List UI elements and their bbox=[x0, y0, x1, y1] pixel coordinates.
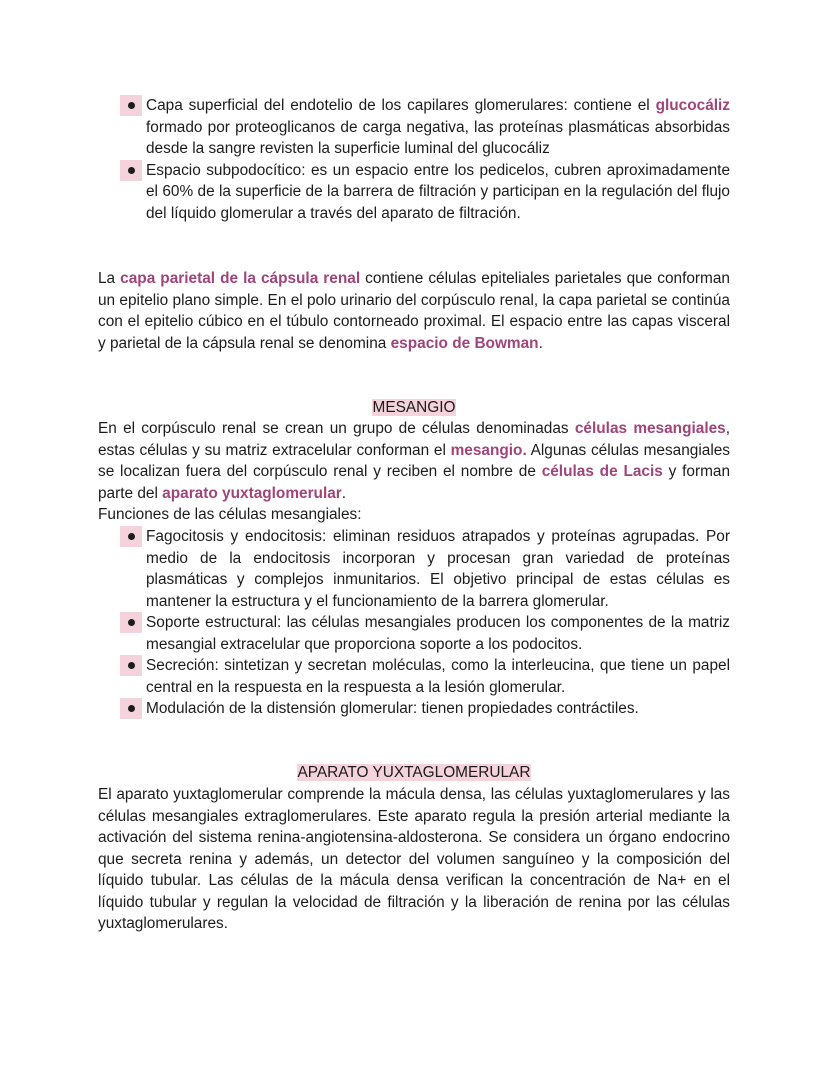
aparato-paragraph: El aparato yuxtaglomerular comprende la mácula densa, las células yuxtaglomerulares y las células mesangiales extraglomerulares. Este aparato regula la presión arterial mediante la activación del sistema renina-angiotensina-aldosterona. Se considera un órgano endocrino que secreta renina y además, un detector del volumen sanguíneo y la composición del líquido tubular. Las células de la mácula densa verifican la concentración de Na+ en el líquido tubular y regulan la velocidad de filtración y la liberación de renina por las células yuxtaglomerulares. bbox=[98, 786, 730, 932]
list-item: Espacio subpodocítico: es un espacio entre los pedicelos, cubren aproximadamente el 60% de la superficie de la barrera de filtración y participan en la regulación del flujo del líquido glomerular a través del aparato de filtración. bbox=[98, 160, 730, 225]
highlighted-term: espacio de Bowman bbox=[390, 334, 539, 352]
bullet-icon bbox=[120, 612, 142, 633]
mesangial-functions-list bbox=[98, 526, 730, 720]
capillary-layers-list bbox=[98, 95, 730, 224]
highlighted-term: células mesangiales bbox=[574, 420, 726, 437]
bullet-icon bbox=[120, 160, 142, 181]
list-item: Secreción: sintetizan y secretan moléculas, como la interleucina, que tiene un papel central en la respuesta en la respuesta a la lesión glomerular. bbox=[98, 655, 730, 698]
section-heading-mesangio: MESANGIO bbox=[372, 399, 456, 416]
bullet-icon bbox=[120, 655, 142, 676]
bullet-icon bbox=[120, 526, 142, 547]
list-item: Fagocitosis y endocitosis: eliminan residuos atrapados y proteínas agrupadas. Por medio de la endocitosis incorporan y procesan gran variedad de proteínas plasmáticas y complejos inmunitarios. El objetivo principal de estas células es mantener la estructura y el funcionamiento de la barrera glomerular. bbox=[98, 526, 730, 612]
highlighted-term: glucocáliz bbox=[655, 97, 730, 114]
functions-title: Funciones de las células mesangiales: bbox=[98, 506, 362, 523]
section-heading-aparato: APARATO YUXTAGLOMERULAR bbox=[297, 764, 531, 781]
parietal-paragraph: La capa parietal de la cápsula renal contiene células epiteliales parietales que conforman un epitelio plano simple. En el polo urinario del corpúsculo renal, la capa parietal se continúa con el epitelio cúbico en el túbulo contorneado proximal. El espacio entre las capas visceral y parietal de la cápsula renal se denomina espacio de Bowman. bbox=[98, 270, 730, 352]
highlighted-term: capa parietal de la cápsula renal bbox=[120, 270, 361, 287]
list-item: Modulación de la distensión glomerular: tienen propiedades contráctiles. bbox=[98, 698, 730, 720]
bullet-icon bbox=[120, 698, 142, 719]
bullet-icon bbox=[120, 95, 142, 116]
highlighted-term: aparato yuxtaglomerular bbox=[162, 484, 342, 502]
highlighted-term: células de Lacis bbox=[541, 463, 663, 480]
mesangio-paragraph: En el corpúsculo renal se crean un grupo de células denominadas células mesangiales, estas células y su matriz extracelular conforman el mesangio. Algunas células mesangiales se localizan fuera del corpúsculo renal y reciben el nombre de células de Lacis y forman parte del aparato yuxtaglomerular. bbox=[98, 420, 731, 502]
highlighted-term: mesangio. bbox=[450, 441, 527, 459]
list-item: Soporte estructural: las células mesangiales producen los componentes de la matriz mesangial extracelular que proporciona soporte a los podocitos. bbox=[98, 612, 730, 655]
list-item: Capa superficial del endotelio de los capilares glomerulares: contiene el glucocáliz formado por proteoglicanos de carga negativa, las proteínas plasmáticas absorbidas desde la sangre revisten la superficie luminal del glucocáliz bbox=[98, 95, 730, 160]
